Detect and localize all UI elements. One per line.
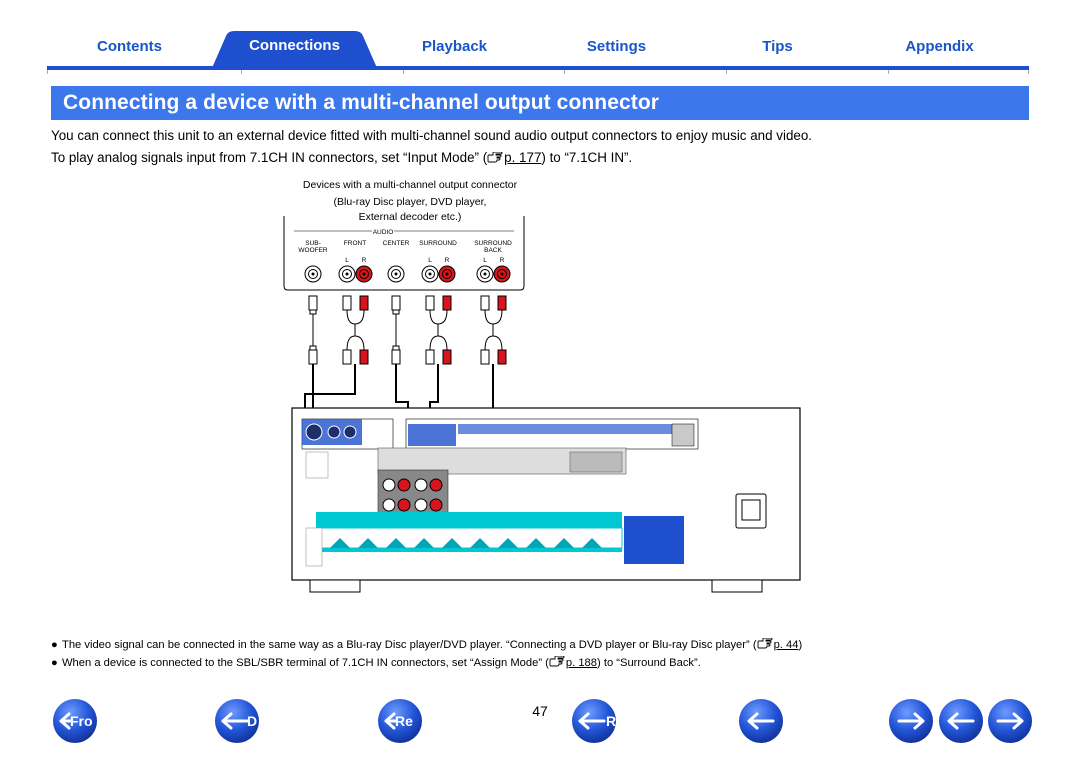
tab-playback[interactable] — [372, 32, 537, 62]
front-r-label: R — [361, 257, 367, 264]
tab-playback-label: Playback — [421, 38, 488, 55]
surround-l-label: L — [428, 257, 432, 264]
device-label-line-1: Devices with a multi-channel output connector — [302, 179, 518, 191]
index-icon — [737, 697, 785, 745]
intro-line-2-end: ) to “7.1CH IN”. — [541, 150, 633, 165]
intro-line-1: You can connect this unit to an external device fitted with multi-channel sound audio output connectors to enjoy music and video. — [51, 128, 813, 143]
tab-separators — [47, 70, 1029, 74]
rear-panel-label: Re — [395, 713, 413, 729]
tab-bar — [47, 30, 1029, 68]
surround-back-l-label: L — [483, 257, 487, 264]
receiver-feet — [310, 580, 762, 592]
back-button[interactable] — [937, 697, 985, 745]
diagram-graphic — [280, 176, 810, 596]
note-2-end: ) to “Surround Back”. — [597, 657, 701, 669]
remote-nav-button[interactable] — [570, 697, 618, 745]
next-page-icon — [986, 697, 1034, 745]
device-rca-jacks — [305, 266, 510, 282]
connection-diagram — [280, 176, 810, 596]
page-forward-icon — [887, 697, 935, 745]
intro-line-2 — [51, 149, 632, 167]
page-number: 47 — [532, 703, 548, 719]
page-ref-text: p. 177 — [504, 150, 542, 165]
back-icon — [937, 697, 985, 745]
rear-panel-nav-button[interactable] — [376, 697, 424, 745]
note-1-text: The video signal can be connected in the same way as a Blu-ray Disc player/DVD player. “Connecting a DVD player or Blu-ray Disc player” ( — [62, 639, 757, 651]
surround-back-label-2: BACK — [484, 247, 502, 254]
bullet: ● — [51, 657, 58, 669]
page-title-bar — [51, 86, 1029, 120]
index-nav-button[interactable] — [737, 697, 785, 745]
note-2-page-ref[interactable] — [549, 654, 597, 672]
notes-list — [51, 636, 802, 672]
tab-contents-label: Contents — [97, 38, 162, 55]
next-page-button[interactable] — [986, 697, 1034, 745]
receiver-rear-panel — [292, 408, 800, 592]
remote-icon — [570, 697, 618, 745]
rca-cables — [309, 296, 506, 364]
tab-connections-label: Connections — [249, 37, 340, 54]
tab-contents[interactable] — [47, 32, 212, 62]
rear-panel-icon — [376, 697, 424, 745]
remote-label: R — [606, 713, 617, 729]
tab-tips[interactable] — [695, 32, 860, 62]
device-label-line-2: (Blu-ray Disc player, DVD player, — [333, 196, 487, 208]
ac-inlet — [736, 494, 766, 528]
note-2-text: When a device is connected to the SBL/SBR terminal of 7.1CH IN connectors, set “Assign Mode” ( — [62, 657, 549, 669]
surround-label: SURROUND — [419, 240, 457, 247]
pointing-hand-icon — [757, 638, 773, 649]
front-label: FRONT — [343, 240, 367, 247]
bullet: ● — [51, 639, 58, 651]
tab-tips-label: Tips — [762, 38, 793, 55]
subwoofer-label-1: SUB- — [305, 240, 321, 247]
center-label: CENTER — [382, 240, 410, 247]
page-title: Connecting a device with a multi-channel output connector — [63, 91, 660, 114]
tab-settings-label: Settings — [586, 38, 647, 55]
display-label: D — [247, 713, 258, 729]
surround-back-label-1: SURROUND — [474, 240, 512, 247]
intro-line-2-text: To play analog signals input from 7.1CH IN connectors, set “Input Mode” ( — [51, 150, 488, 165]
front-panel-label: Fro — [70, 713, 93, 729]
tab-connections[interactable] — [212, 30, 377, 68]
subwoofer-label-2: WOOFER — [298, 247, 328, 254]
note-item — [51, 654, 802, 672]
tab-appendix[interactable] — [857, 32, 1022, 62]
pointing-hand-icon — [549, 656, 565, 667]
page-forward-button[interactable] — [887, 697, 935, 745]
display-nav-button[interactable] — [213, 697, 261, 745]
surround-r-label: R — [444, 257, 450, 264]
device-label-line-3: External decoder etc.) — [358, 211, 462, 223]
tab-settings[interactable] — [534, 32, 699, 62]
note-item — [51, 636, 802, 654]
note-1-page-ref[interactable] — [757, 636, 799, 654]
tab-appendix-label: Appendix — [905, 38, 974, 55]
front-panel-icon — [51, 697, 99, 745]
front-l-label: L — [345, 257, 349, 264]
pointing-hand-icon — [487, 152, 503, 163]
note-1-ref-text: p. 44 — [773, 639, 799, 651]
surround-back-r-label: R — [499, 257, 505, 264]
audio-label: AUDIO — [372, 229, 394, 236]
display-icon — [213, 697, 261, 745]
note-2-ref-text: p. 188 — [565, 657, 597, 669]
front-panel-nav-button[interactable] — [51, 697, 99, 745]
note-1-end: ) — [798, 639, 803, 651]
page-ref-link[interactable] — [487, 149, 541, 167]
